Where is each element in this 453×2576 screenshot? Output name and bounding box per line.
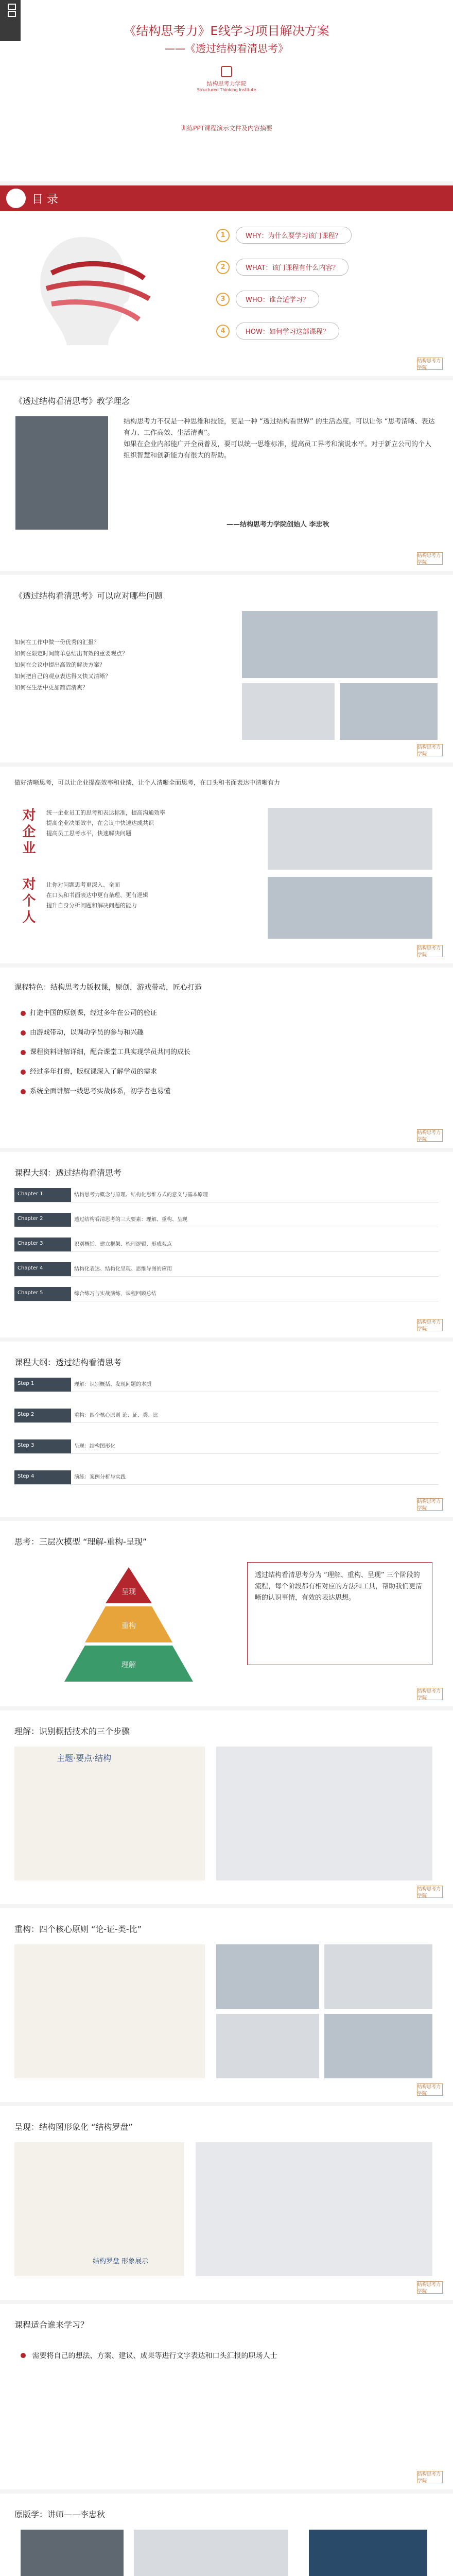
brand-mark: 结构思考力学院 [417, 2471, 443, 2483]
brand-mark: 结构思考力学院 [417, 2281, 443, 2294]
pyramid-top-label: 呈现 [121, 1588, 136, 1596]
sec3-photo-1 [268, 808, 432, 870]
principle-photo-3 [216, 2014, 319, 2078]
sec9-page [0, 1908, 453, 2102]
question-item: 如何把自己的观点表达得又快又清晰？ [14, 673, 111, 680]
sec1-page [0, 380, 453, 571]
cover-band: 训练PPT课程演示文件及内容摘要 [181, 125, 272, 132]
sec8-page [0, 1710, 453, 1904]
outline-content: 理解：识别概括、发现问题的本质 [74, 1382, 151, 1387]
brand-logo-icon [221, 66, 232, 77]
sec4-title: 课程特色：结构思考力版权课，原创，游戏带动，匠心打造 [14, 984, 202, 992]
outline-content: 结构思考力概念与原理、结构化思维方式的意义与基本原理 [74, 1192, 208, 1198]
toc-logo-icon [6, 189, 26, 208]
principle-photo-2 [324, 1944, 432, 2009]
feature-text: 课程资料讲解详细，配合课堂工具实现学员共同的成长 [30, 1048, 191, 1056]
principle-photo-4 [324, 2014, 432, 2078]
sec8-title: 理解：识别概括技术的三个步骤 [14, 1726, 130, 1736]
outline-content: 透过结构看清思考的三大要素：理解、重构、呈现 [74, 1217, 187, 1223]
feature-list [21, 1004, 432, 1101]
toc-num: 4 [216, 325, 230, 338]
toc-num: 3 [216, 293, 230, 306]
sec7-page [0, 1521, 453, 1706]
question-item: 如何在生活中更加简洁清爽？ [14, 684, 88, 691]
sec2-page [0, 575, 453, 762]
sec7-paragraph: 透过结构看清思考分为 “理解、重构、呈现” 三个阶段的流程，每个阶段都有相对应的方法和工具，帮助我们更清晰的认识事情，有效的表达思想。 [255, 1571, 423, 1602]
brand-mark: 结构思考力学院 [417, 2083, 443, 2096]
classroom-photo-1 [242, 611, 438, 678]
cover-subtitle: ——《透过结构看清思考》 [165, 42, 288, 55]
principle-photo-1 [216, 1944, 319, 2009]
feature-text: 经过多年打磨，版权课深入了解学员的需求 [30, 1068, 158, 1076]
outline-head: Chapter 4 [14, 1262, 71, 1276]
book-cover [309, 2530, 427, 2576]
sec9-title: 重构：四个核心原则 “论-证-类-比” [14, 1924, 142, 1934]
cover-title: 《结构思考力》E线学习项目解决方案 [124, 24, 329, 38]
outline-head: Chapter 5 [14, 1287, 71, 1301]
audience-item [21, 2350, 277, 2361]
person-items [46, 880, 252, 911]
brand-mark: 结构思考力学院 [417, 1886, 443, 1898]
founder-photo [15, 416, 108, 530]
lecturer-bio [134, 2530, 288, 2576]
sec4-page [0, 968, 453, 1148]
outline-row [14, 1470, 439, 1485]
outline-content: 演练：案例分析与实践 [74, 1475, 126, 1480]
compass-worksheet [196, 2142, 432, 2276]
sec11-page [0, 2304, 453, 2489]
toc-item-1[interactable] [216, 227, 352, 244]
question-item: 如何在限定时间简单总结出有效的重要观点？ [14, 650, 128, 657]
feature-text: 由游戏带动，以调动学员的参与和兴趣 [30, 1029, 144, 1037]
brand-mark: 结构思考力学院 [417, 1129, 443, 1142]
outline-row [14, 1409, 439, 1423]
feature-item [21, 1082, 432, 1101]
outline-row [14, 1188, 439, 1202]
bullet-dot-icon [21, 1089, 26, 1094]
sec10-page [0, 2106, 453, 2300]
outline-head: Chapter 1 [14, 1188, 71, 1202]
outline-row [14, 1213, 439, 1227]
outline-content: 结构化表达、结构化呈现、思维导图的应用 [74, 1266, 172, 1272]
toc-title: 目 录 [32, 193, 58, 206]
toc-label: HOW：如何学习这部课程？ [236, 323, 339, 340]
person-item: 在口头和书面表达中更有条理、更有逻辑 [46, 892, 148, 899]
pyramid-base-label: 理解 [121, 1661, 136, 1669]
cover-brand-en: Structured Thinking Institute [197, 88, 256, 92]
sec5-title: 课程大纲：透过结构看清思考 [14, 1168, 122, 1178]
classroom-photo-2 [242, 683, 335, 740]
outline-head: Step 3 [14, 1439, 71, 1453]
feature-item [21, 1004, 432, 1023]
cover-brand-mark [196, 66, 257, 92]
sec6-title: 课程大纲：透过结构看清思考 [14, 1358, 122, 1367]
brand-mark: 结构思考力学院 [417, 1498, 443, 1511]
outline-content: 综合练习与实战演练，课程回顾总结 [74, 1291, 156, 1297]
person-item: 让你对问题思考更深入、全面 [46, 882, 120, 888]
lecturer-photo [21, 2530, 124, 2576]
bullet-dot-icon [21, 1030, 26, 1036]
question-item: 如何在会议中提出高效的解决方案？ [14, 662, 105, 668]
feature-item [21, 1062, 432, 1082]
person-item: 提升自身分析问题和解决问题的能力 [46, 902, 137, 909]
person-label: 对个人 [20, 877, 36, 926]
sec7-textbox [247, 1562, 432, 1665]
company-items [46, 808, 252, 839]
company-label: 对企业 [20, 808, 36, 857]
classroom-photo-3 [340, 683, 438, 740]
brand-mark: 结构思考力学院 [417, 744, 443, 756]
sec3-page [0, 767, 453, 963]
sec1-signature: ——结构思考力学院创始人 李忠秋 [226, 521, 329, 529]
toc-item-2[interactable] [216, 259, 349, 276]
question-list [14, 637, 231, 693]
feature-item [21, 1043, 432, 1062]
worksheet-image [216, 1747, 432, 1880]
toc-label: WHY：为什么要学习该门课程？ [236, 227, 352, 244]
toc-label: WHO：谁合适学习？ [236, 291, 319, 308]
bullet-dot-icon [21, 2353, 26, 2358]
outline-row [14, 1238, 439, 1252]
feature-item [21, 1023, 432, 1043]
outline-row [14, 1262, 439, 1277]
cover-brand: 结构思考力学院 [206, 80, 247, 87]
toc-page [0, 185, 453, 376]
toc-label: WHAT：该门课程有什么内容？ [236, 259, 349, 276]
outline-content: 识别概括、建立框架、梳理逻辑、形成观点 [74, 1242, 172, 1247]
audience-text: 需要将自己的想法、方案、建议、成果等进行文字表达和口头汇报的职场人士 [32, 2352, 277, 2360]
pyramid-diagram [62, 1562, 196, 1686]
compass-caption: 结构罗盘 形象展示 [93, 2258, 149, 2265]
feature-text: 打造中国的原创课，经过多年在公司的验证 [30, 1009, 158, 1017]
cover-logo-icon [7, 3, 18, 21]
company-item: 提高员工思考水平，快速解决问题 [46, 830, 131, 837]
outline-head: Step 1 [14, 1378, 71, 1392]
brand-mark: 结构思考力学院 [417, 1688, 443, 1700]
outline-head: Step 2 [14, 1409, 71, 1422]
bullet-dot-icon [21, 1050, 26, 1055]
sec6-page [0, 1342, 453, 1517]
sec10-title: 呈现：结构图形象化 “结构罗盘” [14, 2122, 133, 2132]
toc-bar [0, 185, 453, 211]
toc-item-4[interactable] [216, 323, 339, 340]
sec3-photo-2 [268, 877, 432, 939]
sec5-page [0, 1152, 453, 1337]
toc-num: 2 [216, 261, 230, 274]
outline-row [14, 1287, 439, 1301]
sec11-title: 课程适合谁来学习？ [14, 2320, 89, 2330]
outline-row [14, 1439, 439, 1454]
cover-page [0, 0, 453, 181]
bullet-dot-icon [21, 1070, 26, 1075]
brand-mark: 结构思考力学院 [417, 1319, 443, 1331]
sec1-paragraph: 结构思考力不仅是一种思维和技能，更是一种 “透过结构看世界” 的生活态度。可以让你 “思考清晰、表达有力、工作高效、生活清爽”。 如果在企业内部能广开全员普及，要可以统一思维标准，提高员工界考和演说水平。对于新立公司的个人组织智慧和创新能力有很大的帮助。 [124, 418, 435, 460]
sec2-title: 《透过结构看清思考》可以应对哪些问题 [14, 591, 163, 601]
brand-mark: 结构思考力学院 [417, 358, 443, 370]
sec12-page [0, 2494, 453, 2576]
outline-head: Chapter 3 [14, 1238, 71, 1251]
sketch-caption: 主题·要点·结构 [57, 1753, 112, 1763]
company-item: 提高企业决策效率，在会议中快速达成共识 [46, 820, 154, 826]
principle-sketch [14, 1944, 205, 2078]
bullet-dot-icon [21, 1011, 26, 1016]
whiteboard-sketch [14, 1747, 205, 1880]
toc-item-3[interactable] [216, 291, 319, 308]
sec1-title: 《透过结构看清思考》教学理念 [14, 396, 130, 406]
sec12-title: 原版学：讲师——李忠秋 [14, 2510, 106, 2519]
outline-content: 呈现：结构图形化 [74, 1444, 115, 1449]
brand-mark: 结构思考力学院 [417, 552, 443, 565]
sec3-intro: 做好清晰思考，可以让企业提高效率和业绩，让个人清晰全面思考，在口头和书面表达中清晰有力 [14, 779, 281, 786]
outline-content: 重构：四个核心原则 论、证、类、比 [74, 1413, 159, 1418]
sec7-title: 思考：三层次模型 “理解-重构-呈现” [14, 1537, 147, 1547]
brand-mark: 结构思考力学院 [417, 945, 443, 957]
question-item: 如何在工作中做一份优秀的汇报？ [14, 639, 99, 646]
head-illustration [21, 227, 165, 361]
outline-row [14, 1378, 439, 1392]
outline-head: Step 4 [14, 1470, 71, 1484]
toc-num: 1 [216, 229, 230, 242]
company-item: 统一企业员工的思考和表达标准，提高沟通效率 [46, 809, 165, 816]
feature-text: 系统全面讲解一线思考实战体系，初学者也易懂 [30, 1088, 171, 1095]
pyramid-mid-label: 重构 [121, 1622, 136, 1630]
outline-head: Chapter 2 [14, 1213, 71, 1227]
